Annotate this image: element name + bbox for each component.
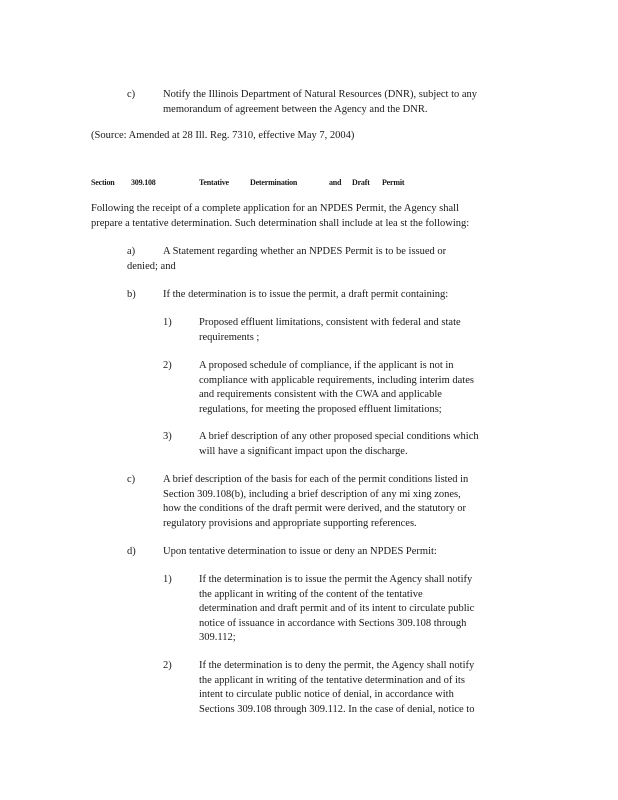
item-b-label: b) bbox=[127, 289, 136, 300]
item-c-top-text bbox=[163, 88, 477, 117]
text-line: Sections 309.108 through 309.112. In the case of denial, notice to bbox=[199, 703, 475, 715]
text-line: determination and draft permit and of its intent to circulate public bbox=[199, 603, 475, 614]
text-line: compliance with applicable requirements, including interim dates bbox=[199, 374, 474, 386]
text-line: Section 309.108(b), including a brief description of any mi xing zones, bbox=[163, 488, 461, 500]
item-b-text bbox=[163, 288, 448, 303]
item-b-1-text bbox=[199, 316, 461, 345]
text-line: regulations, for meeting the proposed effluent limitations; bbox=[199, 403, 442, 415]
item-b-2-label: 2) bbox=[163, 360, 172, 371]
item-d-text bbox=[163, 545, 437, 560]
item-c-label: c) bbox=[127, 474, 136, 485]
text-line: how the conditions of the draft permit were derived, and the statutory or bbox=[163, 503, 466, 514]
text-line: will have a significant impact upon the discharge. bbox=[199, 445, 408, 457]
text-line: If the determination is to issue the permit the Agency shall notify bbox=[199, 574, 473, 585]
section-title-word: and bbox=[329, 178, 342, 187]
text-line: the applicant in writing of the content of the tentative bbox=[199, 588, 423, 600]
text-line: If the determination is to issue the permit, a draft permit containing: bbox=[163, 289, 449, 300]
text-line: A Statement regarding whether an NPDES Permit is to be issued or bbox=[163, 246, 447, 257]
section-title-word: Determination bbox=[250, 178, 298, 187]
text-line: A brief description of the basis for each of the permit conditions listed in bbox=[163, 474, 469, 485]
text-line: If the determination is to deny the permit, the Agency shall notify bbox=[199, 660, 475, 671]
text-line: prepare a tentative determination. Such determination shall include at lea st the following: bbox=[91, 217, 470, 229]
item-d-2-label: 2) bbox=[163, 660, 172, 671]
text-line: Upon tentative determination to issue or deny an NPDES Permit: bbox=[163, 546, 437, 557]
item-d-label: d) bbox=[127, 546, 136, 557]
item-a-text-continued bbox=[127, 260, 176, 275]
item-b-2-text bbox=[199, 359, 474, 417]
section-title-word: Permit bbox=[382, 178, 405, 187]
item-d-1-label: 1) bbox=[163, 574, 172, 585]
item-c-text bbox=[163, 473, 468, 531]
text-line: A brief description of any other proposed special conditions which bbox=[199, 431, 479, 442]
text-line: the applicant in writing of the tentative determination and of its bbox=[199, 674, 465, 686]
section-heading bbox=[0, 176, 618, 188]
item-d-2-text bbox=[199, 659, 474, 717]
text-line: Notify the Illinois Department of Natural Resources (DNR), subject to any bbox=[163, 89, 478, 100]
item-b-3-text bbox=[199, 430, 479, 459]
item-b-3-label: 3) bbox=[163, 431, 172, 442]
section-word: Section bbox=[91, 178, 115, 187]
source-note bbox=[91, 129, 354, 144]
section-title-word: Tentative bbox=[199, 178, 229, 187]
text-line: requirements ; bbox=[199, 331, 260, 343]
text-line: and requirements consistent with the CWA and applicable bbox=[199, 389, 442, 400]
text-line: Proposed effluent limitations, consistent with federal and state bbox=[199, 317, 461, 328]
item-c-top-label: c) bbox=[127, 89, 136, 100]
text-line: intent to circulate public notice of denial, in accordance with bbox=[199, 689, 454, 700]
item-d-1-text bbox=[199, 573, 474, 646]
text-line: 309.112; bbox=[199, 632, 236, 643]
text-line: regulatory provisions and appropriate supporting references. bbox=[163, 517, 417, 529]
text-line: denied; and bbox=[127, 260, 176, 272]
text-line: A proposed schedule of compliance, if the applicant is not in bbox=[199, 360, 454, 371]
intro-paragraph bbox=[91, 202, 469, 231]
item-b-1-label: 1) bbox=[163, 317, 172, 328]
text-line: notice of issuance in accordance with Sections 309.108 through bbox=[199, 617, 467, 629]
text-line: memorandum of agreement between the Agency and the DNR. bbox=[163, 103, 428, 115]
section-number: 309.108 bbox=[131, 178, 156, 187]
item-a-label: a) bbox=[127, 246, 136, 257]
source-note-text: (Source: Amended at 28 Ill. Reg. 7310, effective May 7, 2004) bbox=[91, 130, 355, 141]
section-title-word: Draft bbox=[352, 178, 370, 187]
text-line: Following the receipt of a complete application for an NPDES Permit, the Agency shall bbox=[91, 203, 459, 214]
item-a-text bbox=[163, 245, 446, 260]
